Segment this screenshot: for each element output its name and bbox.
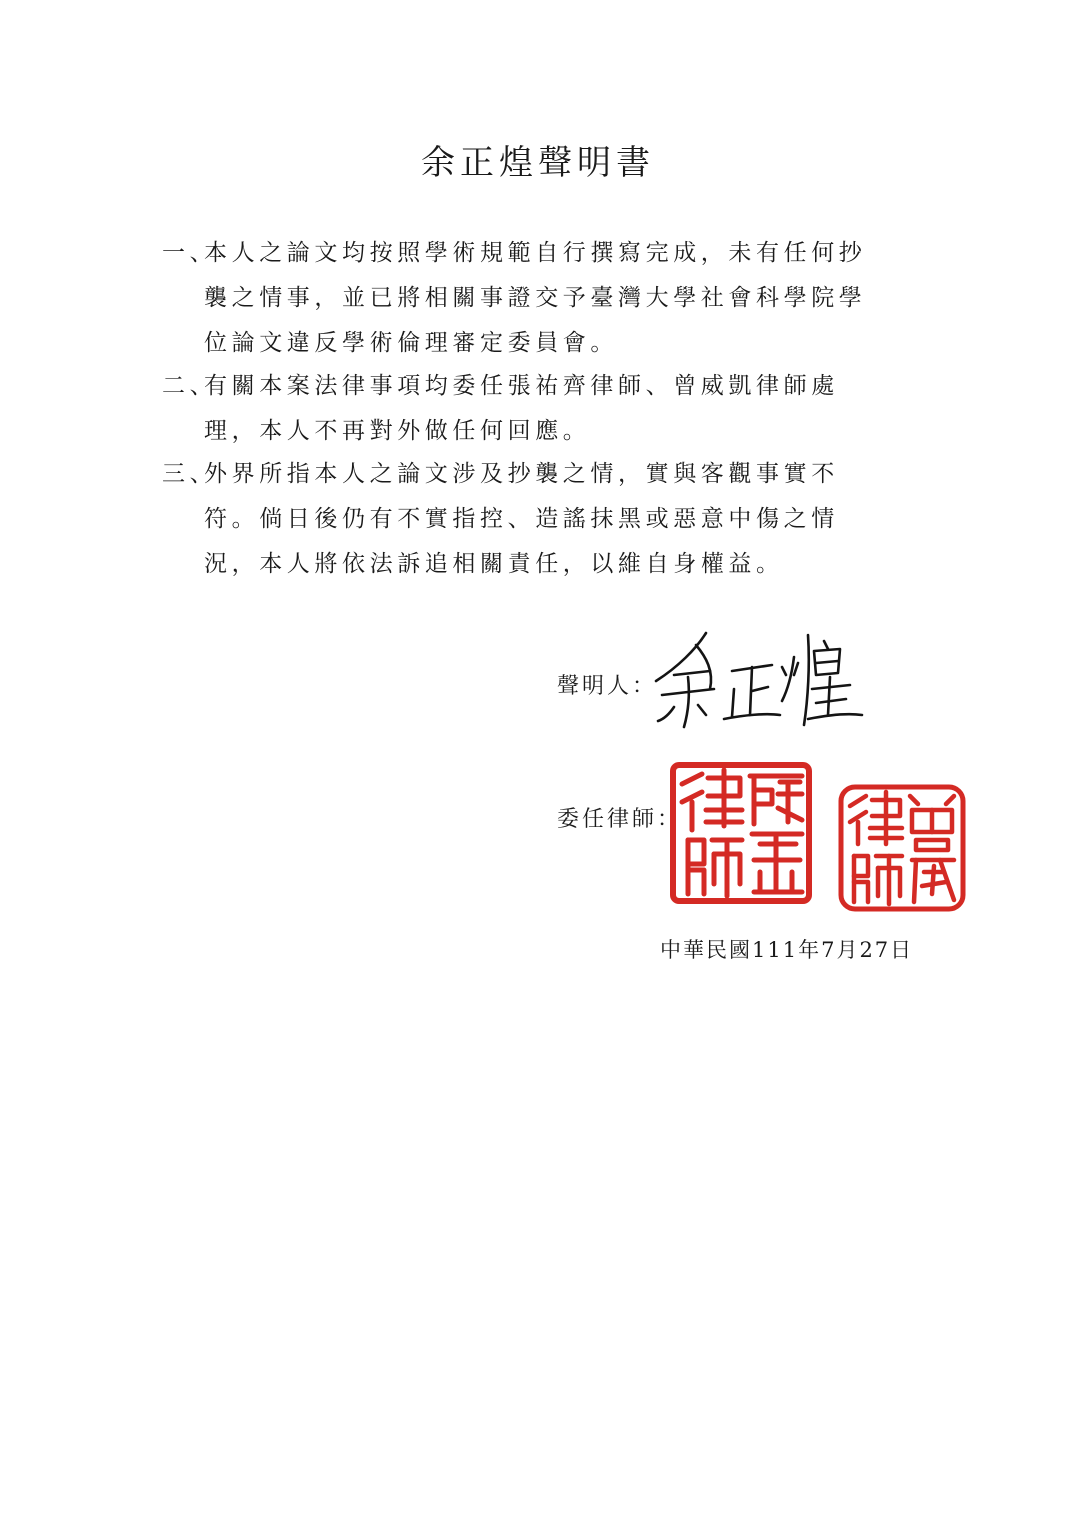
paragraph-text: 本人之論文均按照學術規範自行撰寫完成，未有任何抄襲之情事，並已將相關事證交予臺灣大學社會科學院學位論文違反學術倫理審定委員會。	[204, 240, 867, 356]
paragraph-number: 三、	[162, 461, 218, 487]
lawyer-seal-1	[668, 760, 814, 906]
handwritten-signature	[648, 615, 868, 735]
paragraph-text: 有關本案法律事項均委任張祐齊律師、曾威凱律師處理，本人不再對外做任何回應。	[204, 373, 839, 444]
paragraph-3	[162, 452, 892, 587]
document-title: 余正煌聲明書	[421, 143, 655, 183]
paragraph-text: 外界所指本人之論文涉及抄襲之情，實與客觀事實不符。倘日後仍有不實指控、造謠抹黑或惡意中傷之情況，本人將依法訴追相關責任，以維自身權益。	[204, 461, 839, 577]
declarant-label: 聲明人：	[557, 674, 658, 699]
lawyer-label: 委任律師：	[557, 807, 683, 832]
paragraph-1	[162, 231, 892, 366]
paragraph-2	[162, 364, 892, 454]
statement-date: 中華民國111年7月27日	[660, 938, 914, 962]
lawyer-seal-2	[836, 782, 968, 914]
paragraph-number: 一、	[162, 240, 218, 266]
paragraph-number: 二、	[162, 373, 218, 399]
